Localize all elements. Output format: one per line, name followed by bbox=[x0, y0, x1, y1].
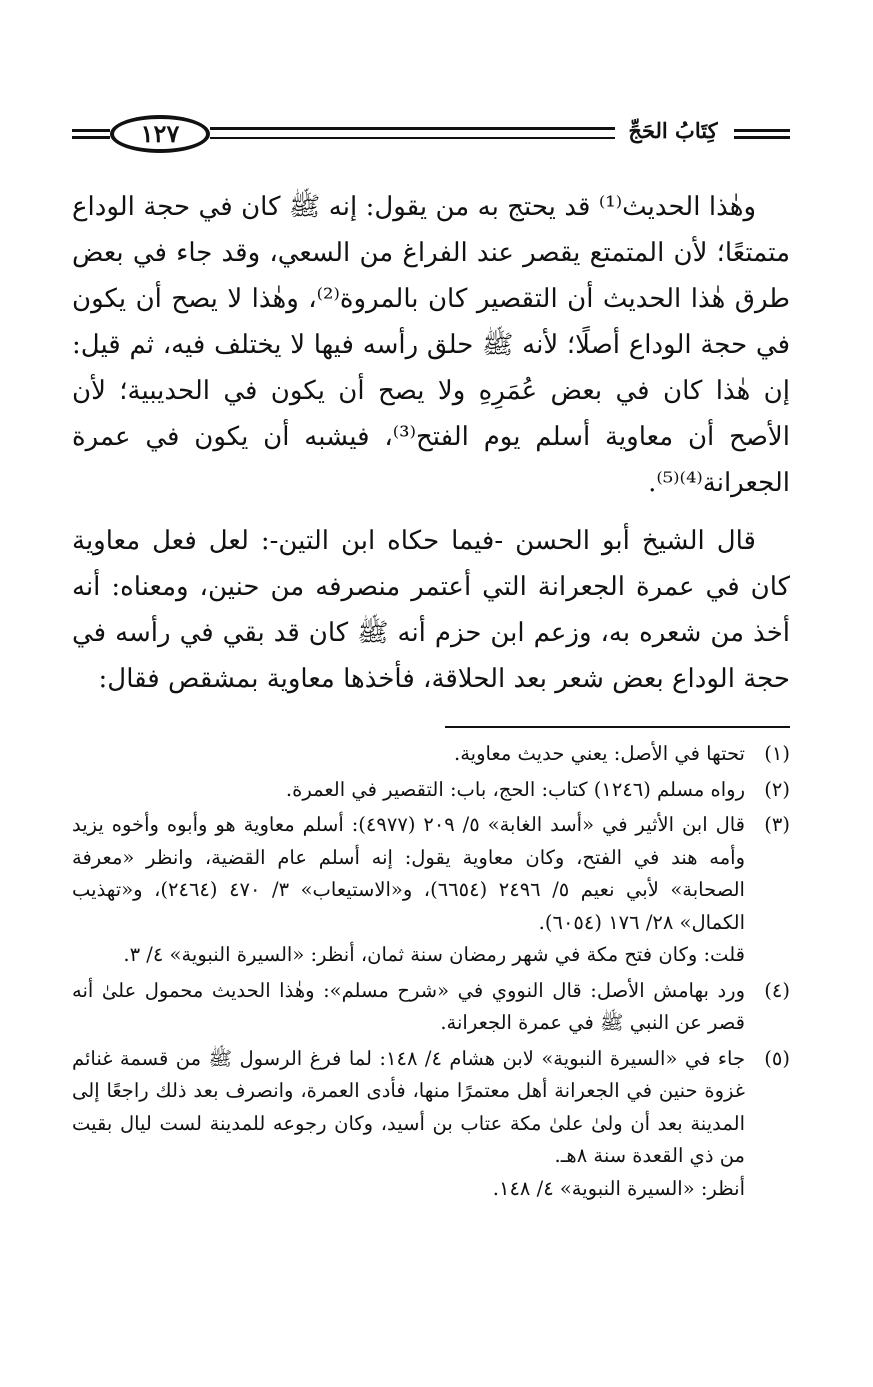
paragraph: قال الشيخ أبو الحسن -فيما حكاه ابن التين-: لعل فعل معاوية كان في عمرة الجعرانة التي أعتمر منصرفه من حنين، ومعناه: أنه أخذ من شعره به، وزعم ابن حزم أنه ﷺ كان قد بقي في رأسه في حجة الوداع بعض شعر بعد الحلاقة، فأخذها معاوية بمشقص فقال: bbox=[72, 526, 790, 694]
footnote-number: (٢) bbox=[764, 777, 790, 801]
footnotes bbox=[72, 738, 790, 1205]
footnote-number: (٥) bbox=[764, 1046, 790, 1070]
header-rule-right bbox=[734, 129, 790, 139]
running-header bbox=[72, 112, 790, 160]
footnote-number: (١) bbox=[764, 742, 790, 765]
page-number: ١٢٧ bbox=[110, 115, 210, 153]
footnote bbox=[72, 738, 790, 771]
footnote-text: قلت: وكان فتح مكة في شهر رمضان سنة ثمان، أنظر: «السيرة النبوية» ٤/ ٣. bbox=[123, 943, 745, 966]
footnote-number: (٣) bbox=[764, 813, 790, 836]
footnote bbox=[72, 975, 790, 1040]
footnote bbox=[72, 809, 790, 972]
header-rule-middle bbox=[210, 127, 615, 139]
footnote-text: ورد بهامش الأصل: قال النووي في «شرح مسلم»: وهٰذا الحديث محمول علىٰ أنه قصر عن النبي ﷺ في عمرة الجعرانة. bbox=[72, 978, 745, 1034]
header-rule-left bbox=[72, 129, 110, 139]
footnote-text: رواه مسلم (١٢٤٦) كتاب: الحج، باب: التقصير في العمرة. bbox=[285, 777, 745, 801]
footnote-text: جاء في «السيرة النبوية» لابن هشام ٤/ ١٤٨: لما فرغ الرسول ﷺ من قسمة غنائم غزوة حنين في الجعرانة أهل معتمرًا منها، فأدى العمرة، وانصرف بعد ذلك راجعًا إلى المدينة بعد أن ولىٰ علىٰ مكة عتاب بن أسيد، وكان رجوعه للمدينة لست ليال بقيت من ذي القعدة سنة ٨هـ. bbox=[72, 1046, 746, 1167]
footnote-text: تحتها في الأصل: يعني حديث معاوية. bbox=[454, 742, 745, 765]
footnote bbox=[72, 1043, 790, 1206]
chapter-title: كِتَابُ الحَجِّ bbox=[628, 118, 718, 143]
footnote-separator bbox=[445, 726, 790, 728]
footnote-text: أنظر: «السيرة النبوية» ٤/ ١٤٨. bbox=[492, 1176, 745, 1200]
footnote-number: (٤) bbox=[764, 978, 790, 1002]
footnote-text: قال ابن الأثير في «أسد الغابة» ٥/ ٢٠٩ (٤٩٧٧): أسلم معاوية هو وأبوه وأخوه يزيد وأمه هند في الفتح، وكان معاوية يقول: إنه أسلم عام القضية، وانظر «معرفة الصحابة» لأبي نعيم ٥/ ٢٤٩٦ (٦٦٥٤)، و«الاستيعاب» ٣/ ٤٧٠ (٢٤٦٤)، و«تهذيب الكمال» ٢٨/ ١٧٦ (٦٠٥٤). bbox=[72, 813, 745, 934]
paragraph: وهٰذا الحديث⁽¹⁾ قد يحتج به من يقول: إنه ﷺ كان في حجة الوداع متمتعًا؛ لأن المتمتع يقصر عند الفراغ من السعي، وقد جاء في بعض طرق هٰذا الحديث أن التقصير كان بالمروة⁽²⁾، وهٰذا لا يصح أن يكون في حجة الوداع أصلًا؛ لأنه ﷺ حلق رأسه فيها لا يختلف فيه، ثم قيل: إن هٰذا كان في بعض عُمَرِهِ ولا يصح أن يكون في الحديبية؛ لأن الأصح أن معاوية أسلم يوم الفتح⁽³⁾، فيشبه أن يكون في عمرة الجعرانة⁽⁴⁾⁽⁵⁾. bbox=[72, 192, 790, 498]
main-text bbox=[72, 184, 790, 702]
footnote bbox=[72, 774, 790, 807]
